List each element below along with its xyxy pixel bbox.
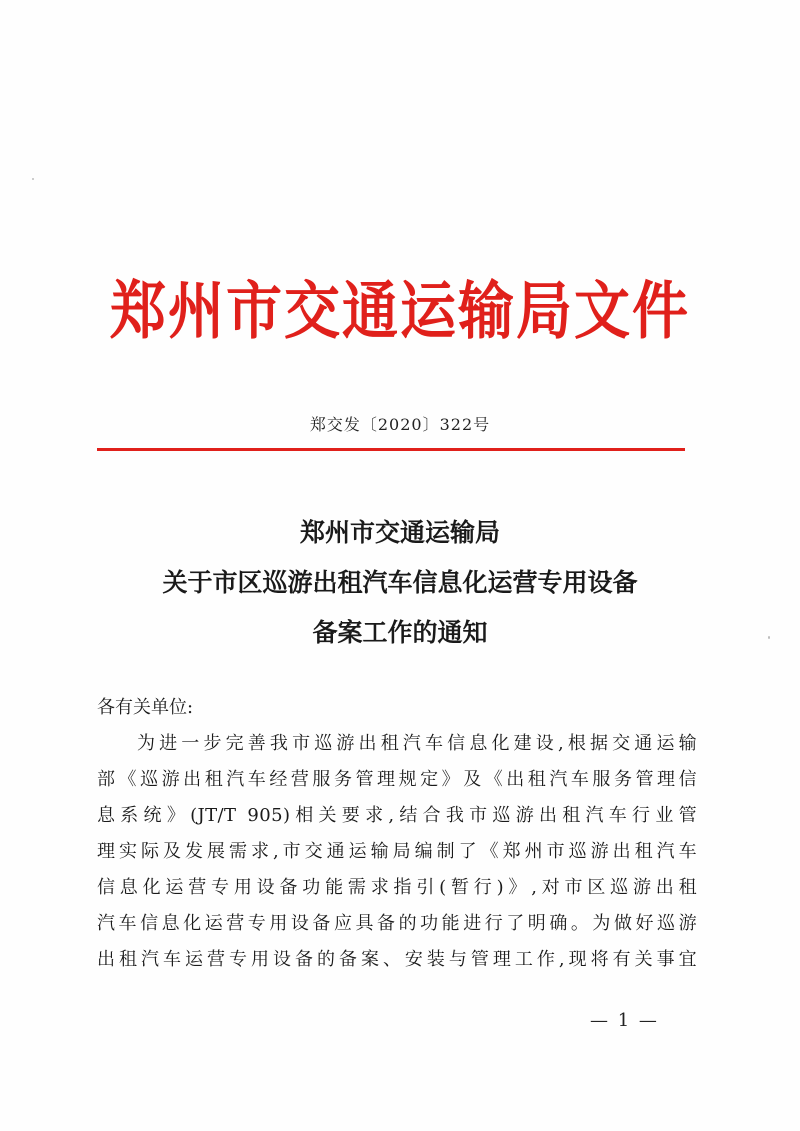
paragraph-line: 理实际及发展需求,市交通运输局编制了《郑州市巡游出租汽车 — [97, 841, 697, 862]
paragraph-line: 息系统》(JT/T 905)相关要求,结合我市巡游出租汽车行业管 — [97, 805, 697, 826]
paragraph-line: 信息化运营专用设备功能需求指引(暂行)》,对市区巡游出租 — [97, 877, 697, 898]
title-line-1: 郑州市交通运输局 — [299, 518, 500, 547]
paragraph-line: 汽车信息化运营专用设备应具备的功能进行了明确。为做好巡游 — [97, 913, 697, 934]
red-divider-line — [97, 448, 685, 451]
paragraph-line: 出租汽车运营专用设备的备案、安装与管理工作,现将有关事宜 — [97, 949, 697, 970]
page-number: — 1 — — [590, 1010, 659, 1031]
title-line-2: 关于市区巡游出租汽车信息化运营专用设备 — [162, 568, 638, 597]
document-title — [60, 508, 740, 658]
title-line-3: 备案工作的通知 — [312, 618, 488, 647]
paragraph-line: 部《巡游出租汽车经营服务管理规定》及《出租汽车服务管理信 — [97, 769, 697, 790]
paragraph-line: 为进一步完善我市巡游出租汽车信息化建设,根据交通运输 — [137, 733, 697, 754]
salutation: 各有关单位: — [97, 697, 194, 718]
document-number: 郑交发〔2020〕322号 — [309, 415, 491, 434]
document-header-title: 郑州市交通运输局文件 — [110, 275, 690, 349]
scan-speck — [32, 178, 34, 180]
document-body — [97, 690, 697, 978]
scan-speck — [768, 636, 770, 639]
